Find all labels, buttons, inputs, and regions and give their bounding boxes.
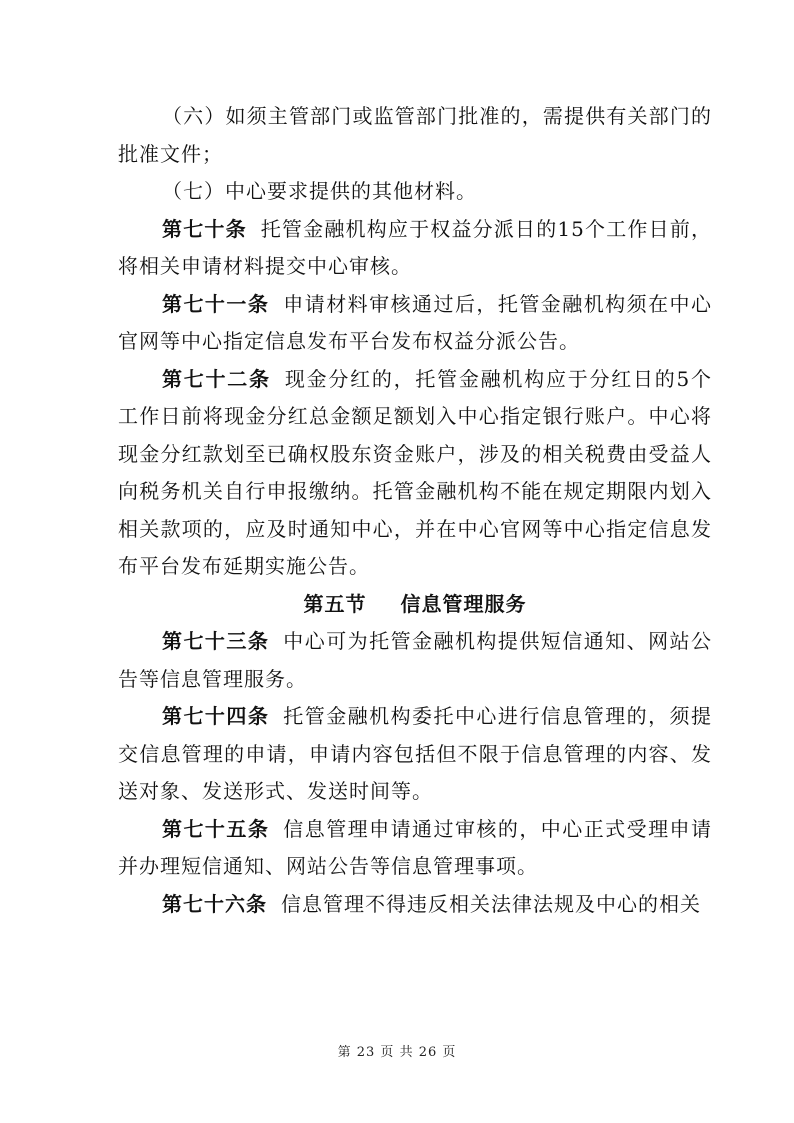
article-text: 信息管理申请通过审核的，中心正式受理申请并办理短信通知、网站公告等信息管理事项。 (118, 816, 713, 878)
article-label: 第七十四条 (162, 704, 270, 728)
article-text: 信息管理不得违反相关法律法规及中心的相关 (281, 891, 701, 916)
article-label: 第七十二条 (162, 366, 271, 391)
paragraph-item-6 (118, 98, 712, 173)
paragraph-text: （七）中心要求提供的其他材料。 (162, 179, 477, 203)
page-number: 第 23 页 共 26 页 (337, 1045, 457, 1060)
article-label: 第七十条 (162, 216, 247, 241)
section-heading (118, 586, 712, 624)
article-label: 第七十五条 (162, 816, 270, 841)
section-title: 信息管理服务 (400, 591, 527, 616)
article-71 (118, 286, 712, 361)
article-text: 托管金融机构应于权益分派日的15个工作日前，将相关申请材料提交中心审核。 (118, 216, 713, 278)
document-body (118, 98, 712, 923)
article-text: 托管金融机构委托中心进行信息管理的，须提交信息管理的申请，申请内容包括但不限于信息管理的内容、发送对象、发送形式、发送时间等。 (118, 704, 713, 803)
article-76 (118, 886, 712, 924)
article-text: 中心可为托管金融机构提供短信通知、网站公告等信息管理服务。 (118, 629, 713, 691)
article-label: 第七十六条 (162, 891, 267, 916)
article-label: 第七十三条 (162, 629, 270, 653)
article-70 (118, 211, 712, 286)
article-75 (118, 811, 712, 886)
section-number: 第五节 (303, 591, 367, 616)
article-text: 现金分红的，托管金融机构应于分红日的5个工作日前将现金分红总金额足额划入中心指定银行账户。中心将现金分红款划至已确权股东资金账户，涉及的相关税费由受益人向税务机关自行申报缴纳。托管金融机构不能在规定期限内划入相关款项的，应及时通知中心，并在中心官网等中心指定信息发布平台发布延期实施公告。 (118, 366, 712, 578)
article-label: 第七十一条 (162, 291, 270, 316)
paragraph-text: （六）如须主管部门或监管部门批准的，需提供有关部门的批准文件； (118, 104, 712, 166)
article-74 (118, 698, 712, 811)
article-73 (118, 623, 712, 698)
page-footer (0, 1041, 794, 1060)
paragraph-item-7 (118, 173, 712, 211)
article-text: 申请材料审核通过后，托管金融机构须在中心官网等中心指定信息发布平台发布权益分派公告。 (118, 291, 713, 353)
article-72 (118, 361, 712, 586)
